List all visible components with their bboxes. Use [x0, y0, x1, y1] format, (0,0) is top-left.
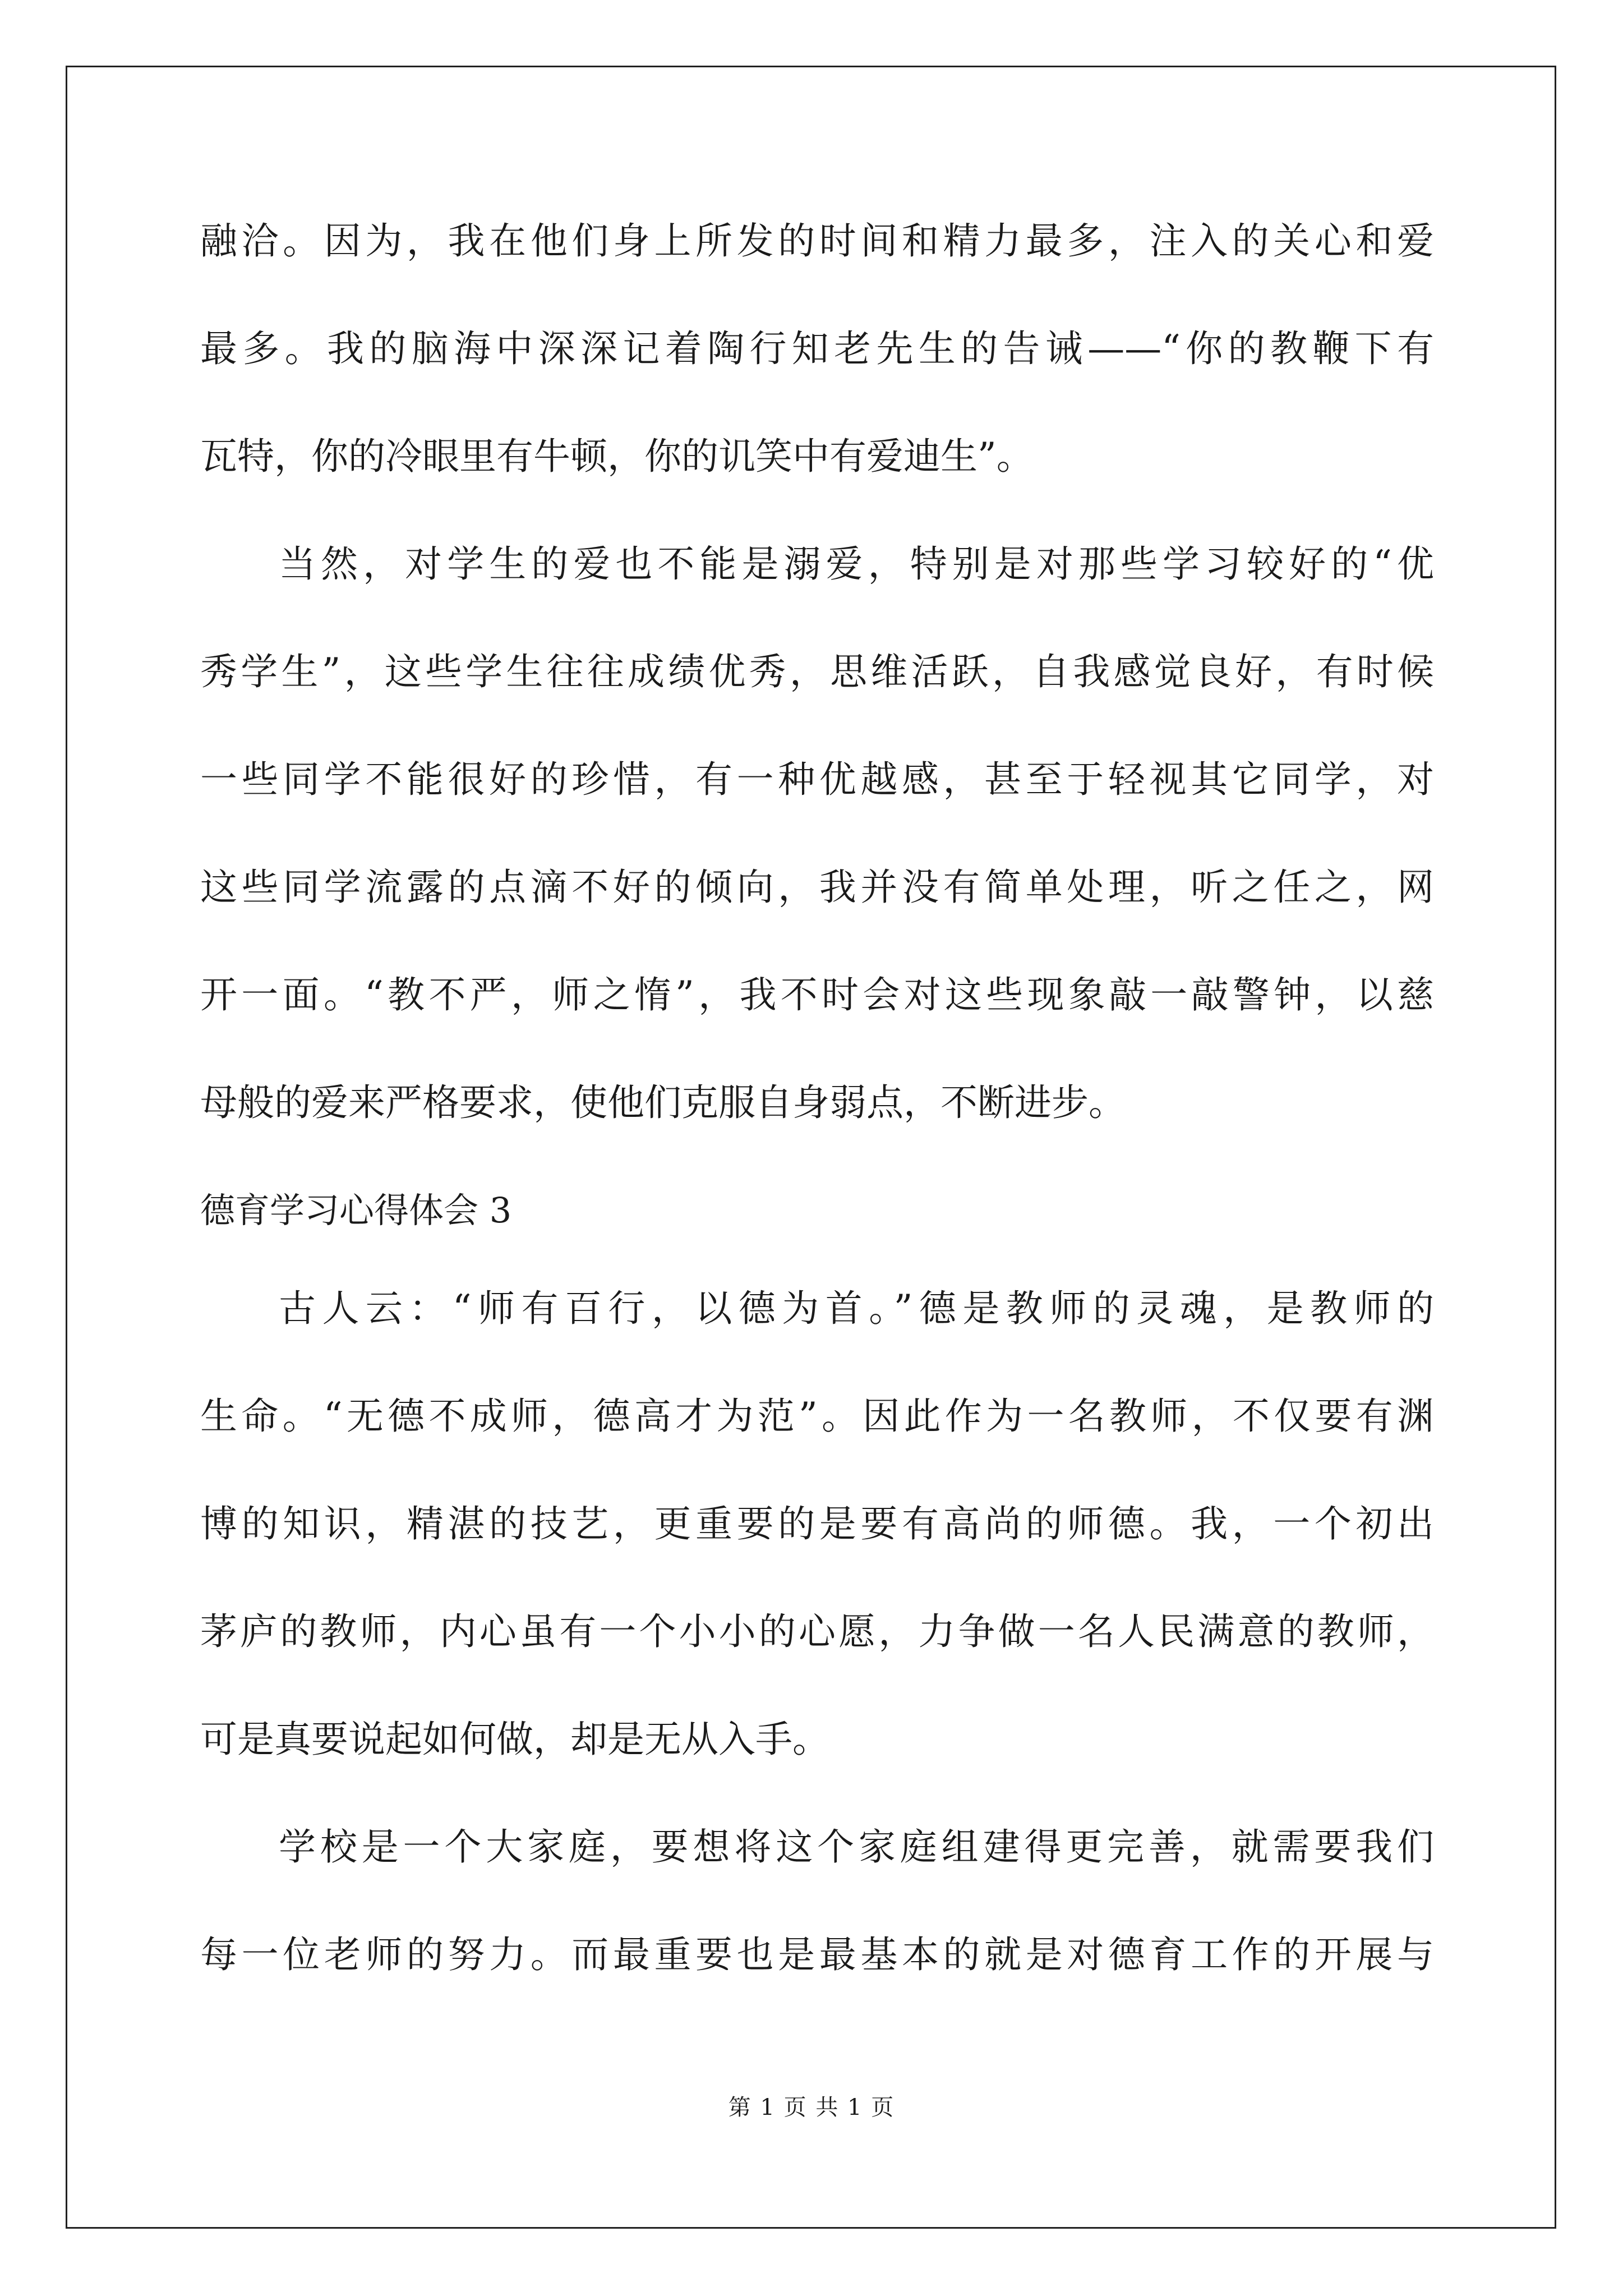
section-heading: 德育学习心得体会 3: [200, 1190, 512, 1231]
document-body: [200, 208, 1434, 2029]
text-line: 母般的爱来严格要求，使他们克服自身弱点，不断进步。: [200, 1081, 1126, 1124]
text-line: 茅庐的教师，内心虽有一个小小的心愿，力争做一名人民满意的教师，: [200, 1610, 1434, 1653]
text-line: 秀学生”，这些学生往往成绩优秀，思维活跃，自我感觉良好，有时候: [200, 650, 1434, 693]
text-line: 开一面。“教不严，师之惰”，我不时会对这些现象敲一敲警钟，以慈: [200, 973, 1434, 1016]
text-line: 融洽。因为，我在他们身上所发的时间和精力最多，注入的关心和爱: [200, 219, 1434, 263]
text-line: 这些同学流露的点滴不好的倾向，我并没有简单处理，听之任之，网: [200, 866, 1434, 909]
text-line: 学校是一个大家庭，要想将这个家庭组建得更完善，就需要我们: [279, 1825, 1434, 1869]
text-line: 瓦特，你的冷眼里有牛顿，你的讥笑中有爱迪生”。: [200, 435, 1034, 478]
text-line: 一些同学不能很好的珍惜，有一种优越感，甚至于轻视其它同学，对: [200, 758, 1434, 801]
text-line: 博的知识，精湛的技艺，更重要的是要有高尚的师德。我，一个初出: [200, 1502, 1434, 1545]
text-line: 当然，对学生的爱也不能是溺爱，特别是对那些学习较好的“优: [279, 542, 1434, 586]
page-footer: 第 1 页 共 1 页: [728, 2095, 895, 2120]
text-line: 古人云：“师有百行，以德为首。”德是教师的灵魂，是教师的: [279, 1287, 1434, 1330]
text-line: 每一位老师的努力。而最重要也是最基本的就是对德育工作的开展与: [200, 1933, 1434, 1976]
text-line: 最多。我的脑海中深深记着陶行知老先生的告诫——“你的教鞭下有: [200, 327, 1434, 370]
text-line: 可是真要说起如何做，却是无从入手。: [200, 1718, 829, 1761]
text-line: 生命。“无德不成师，德高才为范”。因此作为一名教师，不仅要有渊: [200, 1395, 1434, 1438]
